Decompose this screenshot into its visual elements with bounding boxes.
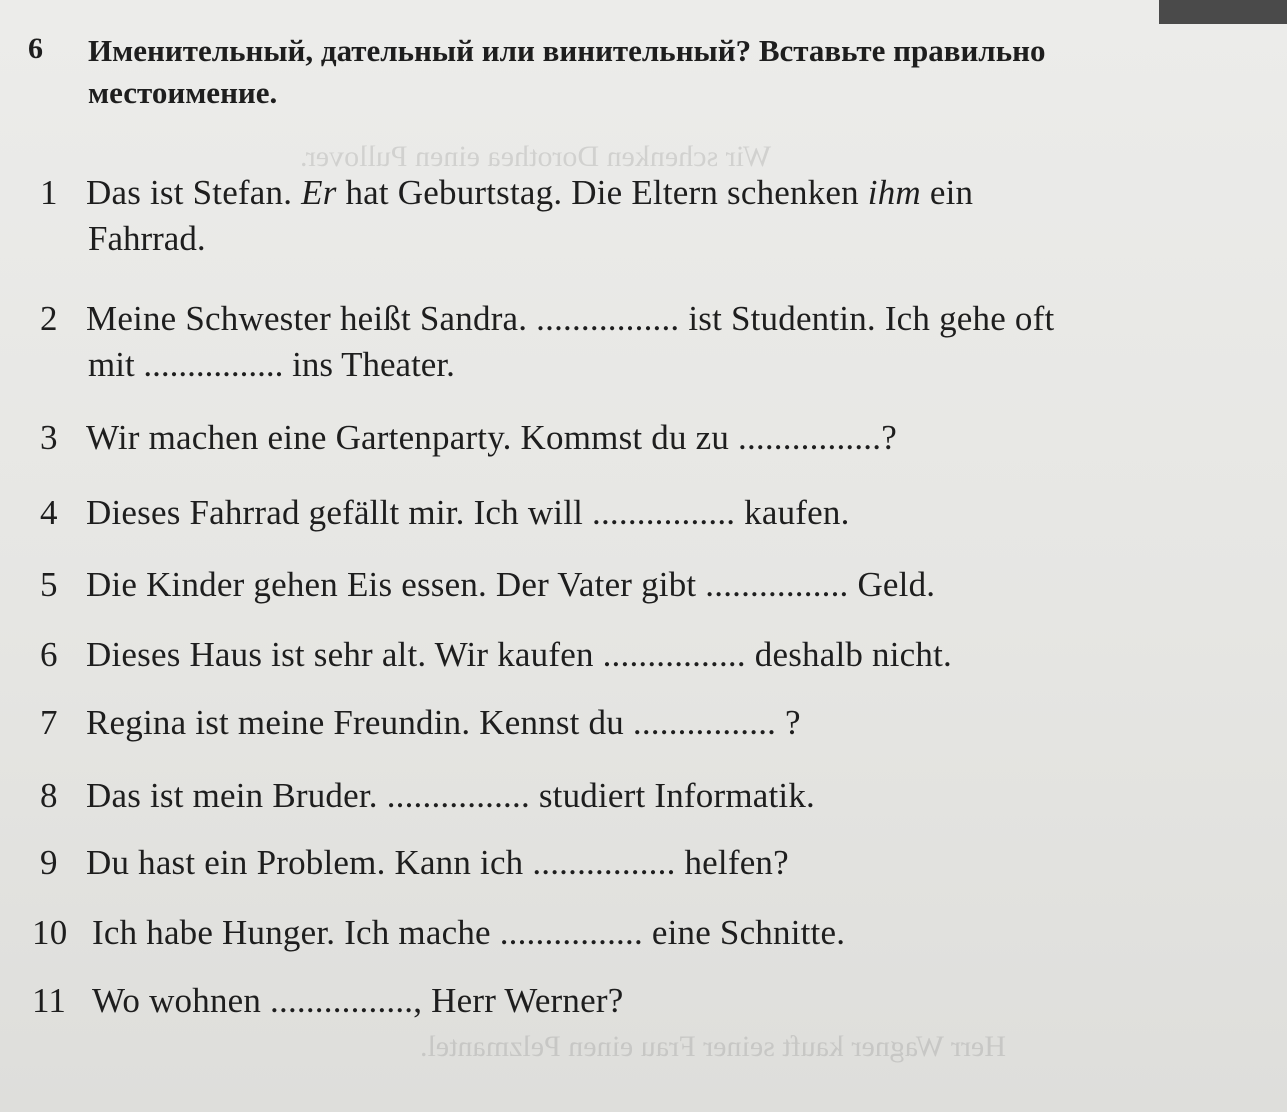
- item-number: 3: [40, 418, 58, 457]
- item-text: Ich habe Hunger. Ich mache ................ eine Schnitte.: [92, 913, 846, 952]
- example-pronoun: Er: [301, 173, 337, 212]
- item-number: 11: [32, 981, 67, 1020]
- exercise-item: [40, 415, 897, 461]
- item-text: Wo wohnen ................, Herr Werner?: [92, 981, 624, 1020]
- exercise-item: [40, 632, 952, 678]
- item-text: Dieses Haus ist sehr alt. Wir kaufen ................ deshalb nicht.: [86, 635, 952, 674]
- page-corner-tab: [1159, 0, 1287, 24]
- item-text: Wir machen eine Gartenparty. Kommst du zu ................?: [86, 418, 897, 457]
- item-number: 7: [40, 703, 58, 742]
- exercise-item: [40, 296, 1054, 342]
- exercise-title: Именительный, дательный или винительный? Вставьте правильно местоимение.: [88, 33, 1046, 110]
- item-text: Das ist Stefan. Er hat Geburtstag. Die Eltern schenken ihm ein: [86, 173, 974, 212]
- item-text: Die Kinder gehen Eis essen. Der Vater gibt ................ Geld.: [86, 565, 936, 604]
- item-text: Regina ist meine Freundin. Kennst du ................ ?: [86, 703, 801, 742]
- exercise-number: 6: [28, 32, 43, 65]
- exercise-item: [32, 910, 845, 956]
- exercise-item: [40, 700, 801, 746]
- item-number: 5: [40, 565, 58, 604]
- item-text: Dieses Fahrrad gefällt mir. Ich will ................ kaufen.: [86, 493, 850, 532]
- item-text: Meine Schwester heißt Sandra. ................ ist Studentin. Ich gehe oft: [86, 299, 1055, 338]
- exercise-item: [40, 490, 850, 536]
- item-number: 1: [40, 173, 58, 212]
- item-text: Du hast ein Problem. Kann ich ................ helfen?: [86, 843, 789, 882]
- exercise-item: [40, 170, 973, 216]
- exercise-item: [32, 978, 623, 1024]
- item-number: 6: [40, 635, 58, 674]
- exercise-item: [40, 562, 935, 608]
- item-text-continuation: Fahrrad.: [88, 219, 206, 258]
- example-pronoun: ihm: [867, 173, 921, 212]
- item-number: 8: [40, 776, 58, 815]
- item-number: 9: [40, 843, 58, 882]
- exercise-item: [40, 773, 815, 819]
- exercise-item: [40, 840, 789, 886]
- show-through-text: Wir schenken Dorothea einen Pullover.: [300, 140, 772, 173]
- show-through-text: Herr Wagner kauft seiner Frau einen Pelzmantel.: [420, 1030, 1006, 1063]
- item-number: 10: [32, 913, 68, 952]
- item-number: 2: [40, 299, 58, 338]
- item-text: Das ist mein Bruder. ................ studiert Informatik.: [86, 776, 815, 815]
- item-number: 4: [40, 493, 58, 532]
- item-text-continuation: mit ................ ins Theater.: [88, 345, 455, 384]
